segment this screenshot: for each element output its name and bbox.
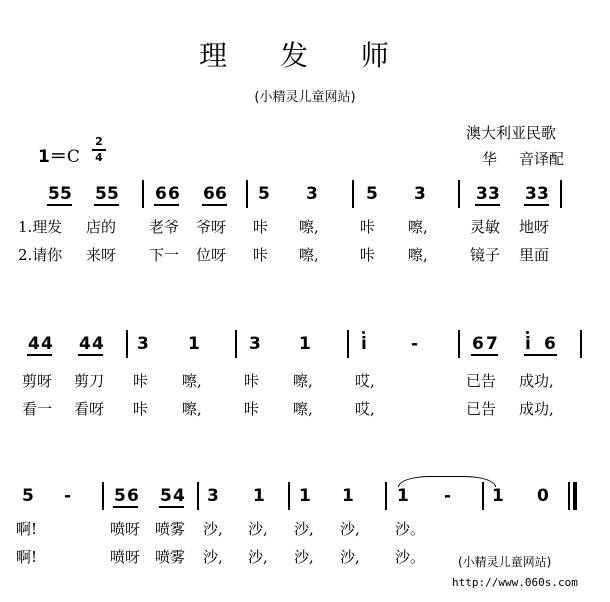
lyric: 喷雾 xyxy=(155,520,186,538)
lyric: 看一 xyxy=(22,400,53,418)
lyric: 沙, xyxy=(294,548,314,566)
note: 5 xyxy=(60,184,72,204)
credit-translator xyxy=(482,148,564,169)
note: 5 xyxy=(107,184,119,204)
note: 6 xyxy=(472,334,484,354)
lyric: 哎, xyxy=(355,400,375,418)
system-1-verse-2 xyxy=(0,244,610,266)
key-signature xyxy=(38,142,80,167)
credit-origin: 澳大利亚民歌 xyxy=(466,124,557,142)
system-3-verse-1 xyxy=(0,518,610,540)
lyric: 沙, xyxy=(340,520,360,538)
note: 0 xyxy=(537,486,549,506)
lyric: 沙。 xyxy=(395,548,426,566)
system-2-verse-1 xyxy=(0,370,610,392)
note: 3 xyxy=(249,334,261,354)
note: 1 xyxy=(342,486,354,506)
footer-url[interactable]: http://www.060s.com xyxy=(452,576,578,589)
key-prefix: 1＝ xyxy=(38,147,67,167)
lyric: 剪刀 xyxy=(74,372,105,390)
lyric: 沙。 xyxy=(395,520,426,538)
lyric: 嚓, xyxy=(299,218,319,236)
lyric: 咔 xyxy=(133,372,149,390)
lyric: 下一 xyxy=(149,246,180,264)
note: 4 xyxy=(79,334,91,354)
lyric: 沙, xyxy=(203,548,223,566)
note: 5 xyxy=(48,184,60,204)
note: 5 xyxy=(95,184,107,204)
lyric: 沙, xyxy=(294,520,314,538)
lyric: 沙, xyxy=(248,548,268,566)
note: 5 xyxy=(160,486,172,506)
lyric: 咔 xyxy=(244,372,260,390)
lyric: 成功, xyxy=(519,372,554,390)
system-2-notes xyxy=(0,330,610,360)
note: - xyxy=(64,486,72,506)
lyric: 镜子 xyxy=(470,246,501,264)
lyric: 沙, xyxy=(248,520,268,538)
lyric: 沙, xyxy=(203,520,223,538)
note: 3 xyxy=(306,184,318,204)
lyric: 嚓, xyxy=(299,246,319,264)
note: 3 xyxy=(476,184,488,204)
note: 1 xyxy=(299,486,311,506)
lyric: 嚓, xyxy=(182,372,202,390)
note: 1 xyxy=(492,486,504,506)
note: 3 xyxy=(137,334,149,354)
system-1-notes xyxy=(0,180,610,210)
lyric: 咔 xyxy=(133,400,149,418)
key-tonic: C xyxy=(66,147,80,167)
lyric: 啊! xyxy=(16,548,38,566)
lyric: 看呀 xyxy=(74,400,105,418)
note: i xyxy=(525,334,531,354)
lyric: 咔 xyxy=(360,246,376,264)
lyric: 喷雾 xyxy=(155,548,186,566)
note: 3 xyxy=(525,184,537,204)
note: i xyxy=(361,334,367,354)
lyric: 嚓, xyxy=(408,218,428,236)
lyric: 店的 xyxy=(86,218,117,236)
note: 5 xyxy=(114,486,126,506)
note: 3 xyxy=(414,184,426,204)
lyric: 已告 xyxy=(466,372,497,390)
note: 5 xyxy=(366,184,378,204)
lyric: 嚓, xyxy=(293,372,313,390)
note: 1 xyxy=(397,486,409,506)
note: 4 xyxy=(92,334,104,354)
note: 1 xyxy=(299,334,311,354)
note: 3 xyxy=(207,486,219,506)
note: 6 xyxy=(155,184,167,204)
note: 1 xyxy=(253,486,265,506)
lyric: 1.理发 xyxy=(18,218,63,236)
note: 1 xyxy=(188,334,200,354)
note: 4 xyxy=(41,334,53,354)
time-signature xyxy=(92,136,106,164)
note: - xyxy=(444,486,452,506)
source-label: (小精灵儿童网站) xyxy=(254,90,356,105)
system-2-verse-2 xyxy=(0,398,610,420)
lyric: 来呀 xyxy=(86,246,117,264)
lyric: 里面 xyxy=(519,246,550,264)
note: 6 xyxy=(544,334,556,354)
note: 7 xyxy=(486,334,498,354)
note: 5 xyxy=(22,486,34,506)
lyric: 已告 xyxy=(466,400,497,418)
lyric: 成功, xyxy=(519,400,554,418)
lyric: 沙, xyxy=(340,548,360,566)
lyric: 嚓, xyxy=(408,246,428,264)
lyric: 灵敏 xyxy=(470,218,501,236)
lyric: 剪呀 xyxy=(22,372,53,390)
note: 6 xyxy=(203,184,215,204)
lyric: 咔 xyxy=(360,218,376,236)
lyric: 喷呀 xyxy=(110,520,141,538)
note: 3 xyxy=(537,184,549,204)
credit-translator-name: 华 xyxy=(482,150,498,168)
note: 6 xyxy=(168,184,180,204)
time-signature-lower: 4 xyxy=(95,150,103,164)
lyric: 咔 xyxy=(244,400,260,418)
note: 5 xyxy=(258,184,270,204)
lyric: 位呀 xyxy=(196,246,227,264)
time-signature-upper: 2 xyxy=(95,135,103,148)
lyric: 地呀 xyxy=(519,218,550,236)
credit-translator-role: 音译配 xyxy=(519,150,565,168)
lyric: 咔 xyxy=(253,218,269,236)
note: 4 xyxy=(173,486,185,506)
note: 4 xyxy=(28,334,40,354)
lyric: 咔 xyxy=(253,246,269,264)
lyric: 喷呀 xyxy=(110,548,141,566)
system-3-notes xyxy=(0,482,610,512)
note: 3 xyxy=(488,184,500,204)
lyric: 嚓, xyxy=(182,400,202,418)
system-1-verse-1 xyxy=(0,216,610,238)
lyric: 哎, xyxy=(355,372,375,390)
lyric: 爷呀 xyxy=(196,218,227,236)
note: 6 xyxy=(127,486,139,506)
lyric: 嚓, xyxy=(293,400,313,418)
note: - xyxy=(411,334,419,354)
lyric: 啊! xyxy=(16,520,38,538)
lyric: 老爷 xyxy=(149,218,180,236)
song-title: 理 发 师 xyxy=(199,39,411,72)
note: 6 xyxy=(215,184,227,204)
footer-source: (小精灵儿童网站) xyxy=(458,555,552,569)
lyric: 2.请你 xyxy=(18,246,63,264)
